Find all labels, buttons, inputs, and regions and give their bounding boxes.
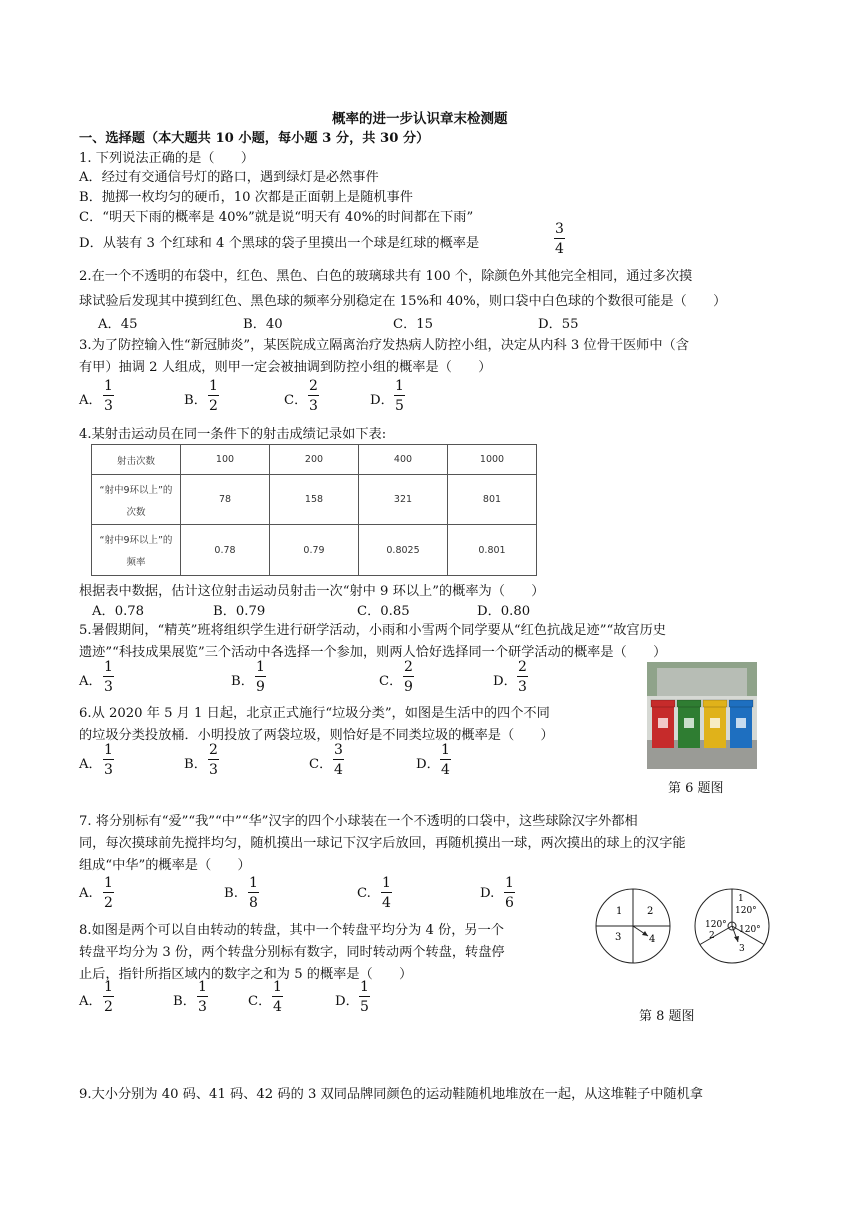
table-cell: 0.801 (448, 525, 537, 576)
option-label: A. (79, 886, 93, 901)
q4-option-d: D．0.80 (477, 604, 531, 619)
q2-line-2: 球试验后发现其中摸到红色、黑色球的频率分别稳定在 15%和 40%，则口袋中白色球的个数很可能是（ ） (79, 294, 727, 309)
spinner-label: 4 (649, 934, 656, 945)
q3-line-2: 有甲）抽调 2 人组成，则甲一定会被抽调到防控小组的概率是（ ） (79, 360, 492, 375)
q2-option-b: B．40 (243, 317, 283, 332)
q4-stem: 4.某射击运动员在同一条件下的射击成绩记录如下表: (79, 427, 387, 442)
fraction-numerator: 3 (555, 221, 564, 237)
option-label: A． (79, 674, 102, 689)
q4-option-a: A．0.78 (92, 604, 145, 619)
fraction-denominator: 4 (441, 762, 450, 778)
table-cell: 1000 (448, 445, 537, 475)
option-label: D． (493, 674, 517, 689)
option-label: A． (79, 757, 102, 772)
option-fraction (103, 876, 114, 910)
spinner-wheels-figure (592, 880, 772, 980)
option-label: A． (79, 994, 102, 1009)
option-fraction (103, 743, 114, 777)
recycling-symbol-icon (710, 718, 720, 728)
table-row (92, 475, 537, 525)
fraction-numerator: 1 (360, 979, 369, 995)
q1-option-a: A．经过有交通信号灯的路口，遇到绿灯是必然事件 (79, 170, 379, 185)
q2-line-1: 2.在一个不透明的布袋中，红色、黑色、白色的玻璃球共有 100 个，除颜色外其他完全相同，通过多次摸 (79, 269, 693, 284)
option-fraction (272, 980, 283, 1014)
table-header-cell (92, 475, 181, 525)
q1-option-d: D．从装有 3 个红球和 4 个黑球的袋子里摸出一个球是红球的概率是 (79, 236, 480, 251)
fraction-denominator: 3 (209, 762, 218, 778)
table-row (92, 525, 537, 576)
fraction-denominator: 9 (404, 679, 413, 695)
table-cell: 0.8025 (359, 525, 448, 576)
fraction-numerator: 1 (505, 875, 514, 891)
fraction-numerator: 1 (198, 979, 207, 995)
spinner-label: 2 (647, 906, 654, 917)
spinner-label: 3 (615, 932, 622, 943)
option-fraction (103, 379, 114, 413)
fraction-denominator: 4 (382, 895, 391, 911)
table-row (92, 445, 537, 475)
option-fraction (394, 379, 405, 413)
q6-figure-caption: 第 6 题图 (668, 781, 724, 796)
q4-option-b: B．0.79 (213, 604, 266, 619)
q1-option-b: B．抛掷一枚均匀的硬币，10 次都是正面朝上是随机事件 (79, 190, 413, 205)
table-cell: 200 (270, 445, 359, 475)
fraction-denominator: 3 (104, 679, 113, 695)
table-cell: 0.78 (181, 525, 270, 576)
q8-line-3: 止后，指针所指区域内的数字之和为 5 的概率是（ ） (79, 967, 413, 982)
option-fraction (197, 980, 208, 1014)
q2-option-d: D．55 (538, 317, 579, 332)
option-label: C． (309, 757, 333, 772)
table-cell: 0.79 (270, 525, 359, 576)
spinner-four-sections (596, 889, 670, 963)
angle-label: 120° (739, 925, 761, 935)
q5-line-2: 遗迹”“科技成果展览”三个活动中各选择一个参加，则两人恰好选择同一个研学活动的概率是（ ） (79, 645, 667, 660)
q1-option-c: C．“明天下雨的概率是 40%”就是说“明天有 40%的时间都在下雨” (79, 210, 474, 225)
q6-line-2: 的垃圾分类投放桶．小明投放了两袋垃圾，则恰好是不同类垃圾的概率是（ ） (79, 728, 554, 743)
fraction-denominator: 9 (256, 679, 265, 695)
fraction-numerator: 1 (104, 742, 113, 758)
fraction-numerator: 1 (441, 742, 450, 758)
q9-line-1: 9.大小分别为 40 码、41 码、42 码的 3 双同品牌同颜色的运动鞋随机地堆放在一起，从这堆鞋子中随机拿 (79, 1087, 703, 1102)
fraction-denominator: 2 (104, 999, 113, 1015)
fraction-numerator: 1 (104, 979, 113, 995)
fraction-denominator: 4 (273, 999, 282, 1015)
option-fraction (208, 743, 219, 777)
option-label: D． (370, 393, 394, 408)
q1-stem: 1. 下列说法正确的是（ ） (79, 151, 255, 166)
table-cell: 78 (181, 475, 270, 525)
table-header-cell (92, 525, 181, 576)
fraction-denominator: 6 (505, 895, 514, 911)
q2-option-a: A．45 (98, 317, 138, 332)
table-cell: 321 (359, 475, 448, 525)
option-fraction (208, 379, 219, 413)
recycling-bin-lid (729, 700, 753, 707)
fraction-numerator: 3 (334, 742, 343, 758)
recycling-bin-lid (651, 700, 675, 707)
fraction-numerator: 1 (395, 378, 404, 394)
recycling-symbol-icon (684, 718, 694, 728)
fraction-denominator: 3 (104, 398, 113, 414)
fraction-numerator: 1 (209, 378, 218, 394)
spinner-label: 3 (739, 944, 745, 954)
table-header-line: “射中9环以上”的 (99, 535, 173, 546)
q6-line-1: 6.从 2020 年 5 月 1 日起，北京正式施行“垃圾分类”，如图是生活中的四个不同 (79, 706, 550, 721)
fraction-numerator: 2 (404, 659, 413, 675)
option-label: C. (357, 886, 371, 901)
q4-option-c: C．0.85 (357, 604, 410, 619)
option-fraction (308, 379, 319, 413)
fraction-denominator: 3 (104, 762, 113, 778)
q7-line-2: 同，每次摸球前先搅拌均匀，随机摸出一球记下汉字后放回，再随机摸出一球，两次摸出的球上的汉字能 (79, 836, 686, 851)
page-title: 概率的进一步认识章末检测题 (332, 111, 508, 127)
fraction-denominator: 4 (555, 241, 564, 257)
table-cell: 400 (359, 445, 448, 475)
section-heading: 一、选择题（本大题共 10 小题，每小题 3 分，共 30 分） (79, 131, 430, 146)
fraction-numerator: 1 (104, 378, 113, 394)
fraction-numerator: 1 (104, 875, 113, 891)
table-header-line: “射中9环以上”的 (99, 484, 173, 496)
option-fraction (248, 876, 259, 910)
recycling-symbol-icon (658, 718, 668, 728)
option-label: C． (248, 994, 272, 1009)
option-fraction (103, 660, 114, 694)
table-cell: 100 (181, 445, 270, 475)
table-header-cell: 射击次数 (92, 445, 181, 475)
fraction-denominator: 5 (395, 398, 404, 414)
fraction-numerator: 1 (249, 875, 258, 891)
spinner-label: 1 (738, 894, 744, 904)
fraction-numerator: 1 (104, 659, 113, 675)
option-label: C． (379, 674, 403, 689)
fraction-denominator: 3 (518, 679, 527, 695)
q3-line-1: 3.为了防控输入性“新冠肺炎”，某医院成立隔离治疗发热病人防控小组，决定从内科 3 位骨干医师中（含 (79, 338, 689, 353)
q2-option-c: C．15 (393, 317, 434, 332)
table-header-line: 频率 (126, 557, 146, 568)
q5-line-1: 5.暑假期间，“精英”班将组织学生进行研学活动，小雨和小雪两个同学要从“红色抗战足迹”“故宫历史 (79, 623, 666, 638)
angle-label: 120° (735, 906, 757, 916)
angle-label: 120° (705, 920, 727, 930)
option-label: B． (184, 757, 207, 772)
option-fraction (359, 980, 370, 1014)
q8-line-1: 8.如图是两个可以自由转动的转盘，其中一个转盘平均分为 4 份，另一个 (79, 923, 504, 938)
recycling-bin-lid (703, 700, 727, 707)
fraction-numerator: 2 (209, 742, 218, 758)
spinner-label: 1 (616, 906, 623, 917)
fraction-denominator: 4 (334, 762, 343, 778)
fraction-numerator: 2 (518, 659, 527, 675)
option-label: D. (480, 886, 495, 901)
recycling-bin-lid (677, 700, 701, 707)
fraction-numerator: 1 (256, 659, 265, 675)
option-label: B． (231, 674, 254, 689)
option-label: A． (79, 393, 102, 408)
table-cell: 801 (448, 475, 537, 525)
fraction-denominator: 3 (198, 999, 207, 1015)
q4-question: 根据表中数据，估计这位射击运动员射击一次“射中 9 环以上”的概率为（ ） (79, 584, 545, 599)
recycling-symbol-icon (736, 718, 746, 728)
option-fraction (255, 660, 266, 694)
fraction-denominator: 2 (104, 895, 113, 911)
q7-line-3: 组成“中华”的概率是（ ） (79, 858, 251, 873)
fraction-numerator: 1 (273, 979, 282, 995)
spinner-label: 2 (709, 931, 715, 941)
recycling-bins-image (647, 662, 757, 769)
shooting-record-table (91, 444, 537, 576)
table-header-line: 次数 (126, 506, 146, 518)
fraction-denominator: 2 (209, 398, 218, 414)
option-fraction (403, 660, 414, 694)
fraction-numerator: 1 (382, 875, 391, 891)
option-label: D． (335, 994, 359, 1009)
fraction-numerator: 2 (309, 378, 318, 394)
option-label: C． (284, 393, 308, 408)
option-label: B. (224, 886, 238, 901)
option-label: D． (416, 757, 440, 772)
fraction-denominator: 8 (249, 895, 258, 911)
table-cell: 158 (270, 475, 359, 525)
option-fraction (381, 876, 392, 910)
option-fraction (103, 980, 114, 1014)
option-label: B． (173, 994, 196, 1009)
fraction-denominator: 3 (309, 398, 318, 414)
option-fraction (504, 876, 515, 910)
q8-line-2: 转盘平均分为 3 份，两个转盘分别标有数字，同时转动两个转盘，转盘停 (79, 945, 505, 960)
option-label: B． (184, 393, 207, 408)
option-fraction (440, 743, 451, 777)
q8-figure-caption: 第 8 题图 (639, 1009, 695, 1024)
option-fraction (517, 660, 528, 694)
option-fraction (333, 743, 344, 777)
spinner-three-sections (695, 889, 769, 963)
q7-line-1: 7. 将分别标有“爱”“我”“中”“华”汉字的四个小球装在一个不透明的口袋中，这些球除汉字外都相 (79, 814, 638, 829)
fraction-denominator: 5 (360, 999, 369, 1015)
q1-option-d-fraction (554, 222, 565, 256)
